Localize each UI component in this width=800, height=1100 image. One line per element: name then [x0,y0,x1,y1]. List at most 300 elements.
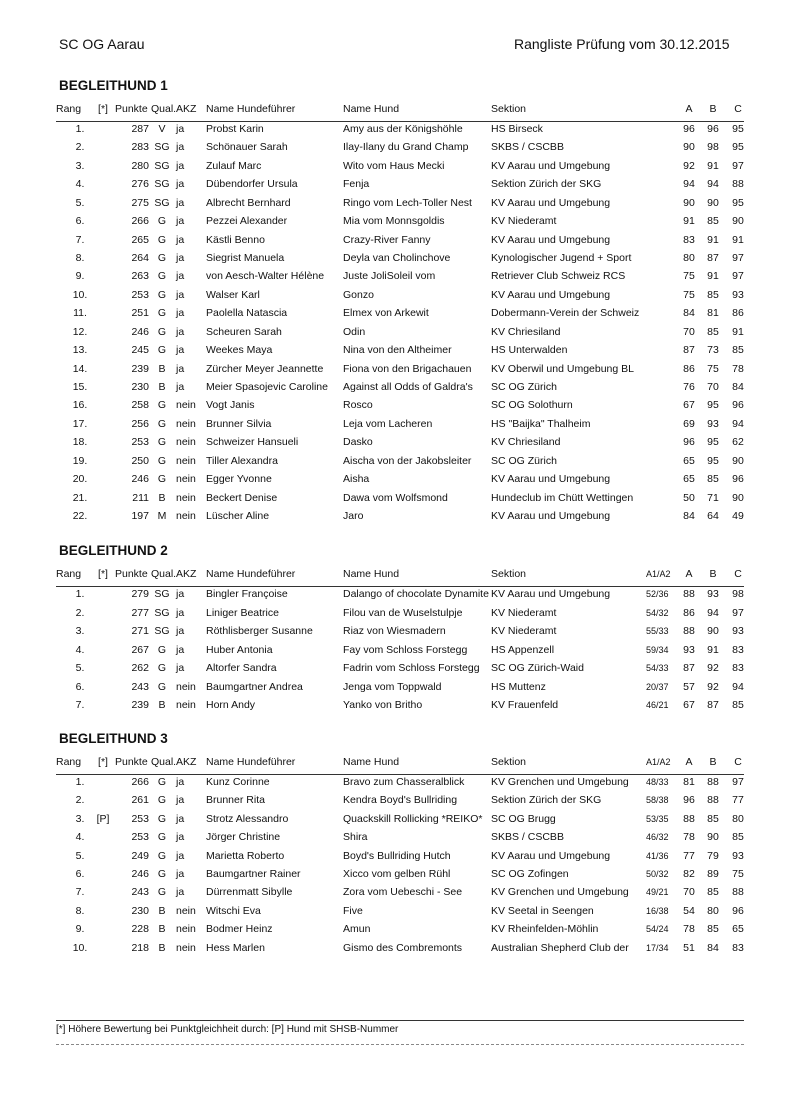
sektion-cell: KV Niederamt [491,215,557,228]
score-a-cell: 67 [683,699,695,711]
table-row [0,681,800,699]
table-row [0,644,800,662]
qual-cell: SG [154,141,170,154]
dog-name-cell: Fiona von den Brigachauen [343,362,472,375]
table-header [56,756,744,775]
score-a-cell: 87 [683,662,695,674]
a1a2-cell: 55/33 [646,626,669,636]
a1a2-cell: 49/21 [646,887,669,898]
punkte-cell: 280 [131,159,149,172]
score-b-cell: 92 [707,680,719,693]
dog-name-cell: Kendra Boyd's Bullriding [343,794,458,807]
punkte-cell: 267 [131,643,149,656]
akz-cell: ja [176,307,185,320]
column-header-a: A [685,103,693,115]
sektion-cell: Sektion Zürich der SKG [491,178,602,191]
dog-name-cell: Fay vom Schloss Forstegg [343,643,468,656]
score-b-cell: 93 [707,417,719,430]
a1a2-cell: 46/32 [646,832,669,843]
qual-cell: B [158,699,166,711]
score-b-cell: 89 [707,868,719,880]
column-header-sektion: Sektion [491,103,527,115]
rang-cell: 6. [75,680,85,693]
a1a2-cell: 59/34 [646,644,669,655]
handler-name-cell: Dürrenmatt Sibylle [206,886,293,899]
punkte-cell: 251 [131,307,149,320]
qual-cell: G [157,270,167,283]
score-b-cell: 85 [707,288,719,301]
handler-name-cell: Bodmer Heinz [206,923,273,936]
score-c-cell: 84 [732,381,744,394]
table-row [0,307,800,325]
table-row [0,776,800,794]
score-c-cell: 97 [732,252,744,264]
table-row [0,160,800,178]
rang-cell: 8. [75,252,85,264]
handler-name-cell: Baumgartner Andrea [206,680,303,693]
rang-cell: 16. [72,399,88,412]
score-a-cell: 65 [683,454,695,467]
dog-name-cell: Yanko von Britho [343,699,423,711]
qual-cell: G [157,325,167,338]
qual-cell: G [157,812,167,825]
handler-name-cell: Röthlisberger Susanne [206,625,313,637]
score-c-cell: 75 [732,868,744,880]
rang-cell: 21. [72,491,88,504]
score-a-cell: 76 [683,381,695,394]
qual-cell: G [157,794,167,807]
handler-name-cell: Zulauf Marc [206,159,262,172]
dog-name-cell: Filou van de Wuselstulpje [343,606,463,619]
score-b-cell: 87 [707,252,719,264]
column-header-hund: Name Hund [343,756,400,768]
punkte-cell: 287 [131,123,149,135]
akz-cell: ja [176,252,185,264]
score-c-cell: 65 [732,923,744,936]
akz-cell: ja [176,849,185,862]
table-row [0,699,800,717]
qual-cell: G [157,849,167,862]
star-cell: [P] [96,812,110,825]
score-a-cell: 92 [683,159,695,172]
akz-cell: ja [176,233,185,246]
score-a-cell: 93 [683,643,695,656]
punkte-cell: 245 [131,344,149,357]
score-b-cell: 85 [707,215,719,228]
score-c-cell: 97 [732,606,744,619]
punkte-cell: 263 [131,270,149,283]
score-b-cell: 87 [707,699,719,711]
table-row [0,510,800,528]
column-header-b: B [709,103,717,115]
punkte-cell: 239 [131,699,149,711]
table-row [0,418,800,436]
qual-cell: B [158,941,166,954]
rang-cell: 13. [72,344,88,357]
sektion-cell: HS Muttenz [491,680,546,693]
score-a-cell: 96 [683,794,695,807]
qual-cell: B [158,491,166,504]
table-row [0,831,800,849]
score-c-cell: 95 [732,123,744,135]
punkte-cell: 246 [131,325,149,338]
dog-name-cell: Aisha [343,473,370,486]
table-row [0,289,800,307]
a1a2-cell: 52/36 [646,589,669,599]
score-a-cell: 67 [683,399,695,412]
score-c-cell: 83 [732,643,744,656]
rang-cell: 10. [72,941,88,954]
rang-cell: 8. [75,904,85,917]
handler-name-cell: Altorfer Sandra [206,662,277,674]
punkte-cell: 197 [131,510,149,523]
handler-name-cell: Strotz Alessandro [206,812,289,825]
score-c-cell: 62 [732,436,744,449]
akz-cell: nein [176,904,196,917]
dog-name-cell: Gonzo [343,288,374,301]
handler-name-cell: Bingler Françoise [206,588,288,600]
score-b-cell: 91 [707,159,719,172]
score-a-cell: 83 [683,233,695,246]
column-header-rang: Rang [56,568,82,580]
qual-cell: G [157,643,167,656]
column-header-name: Name Hundeführer [206,568,296,580]
sektion-cell: Kynologischer Jugend + Sport [491,252,632,264]
qual-cell: G [157,868,167,880]
rang-cell: 3. [75,159,85,172]
punkte-cell: 243 [131,886,149,899]
rang-cell: 4. [75,178,85,191]
score-b-cell: 88 [707,794,719,807]
a1a2-cell: 17/34 [646,942,669,953]
rang-cell: 10. [72,288,88,301]
sektion-cell: KV Aarau und Umgebung [491,588,611,600]
handler-name-cell: Schönauer Sarah [206,141,288,154]
rang-cell: 19. [72,454,88,467]
table-header [56,103,744,122]
dog-name-cell: Shira [343,831,368,844]
akz-cell: nein [176,491,196,504]
rang-cell: 7. [75,233,85,246]
score-c-cell: 77 [732,794,744,807]
qual-cell: G [157,776,167,788]
sektion-cell: Hundeclub im Chütt Wettingen [491,491,634,504]
punkte-cell: 283 [131,141,149,154]
column-header-akz: AKZ [176,568,197,580]
rang-cell: 7. [75,699,85,711]
rang-cell: 6. [75,215,85,228]
handler-name-cell: Egger Yvonne [206,473,272,486]
score-a-cell: 88 [683,625,695,637]
column-header-c: C [734,103,742,115]
akz-cell: nein [176,941,196,954]
table-row [0,326,800,344]
score-b-cell: 70 [707,381,719,394]
column-header-name: Name Hundeführer [206,103,296,115]
score-a-cell: 81 [683,776,695,788]
akz-cell: nein [176,454,196,467]
table-row [0,588,800,606]
column-header-a: A [685,756,693,768]
qual-cell: G [157,473,167,486]
table-row [0,607,800,625]
rang-cell: 17. [72,417,88,430]
table-row [0,215,800,233]
handler-name-cell: Hess Marlen [206,941,265,954]
column-header-rang: Rang [56,103,82,115]
qual-cell: SG [154,588,170,600]
akz-cell: ja [176,606,185,619]
dog-name-cell: Wito vom Haus Mecki [343,159,445,172]
sektion-cell: SC OG Brugg [491,812,556,825]
dog-name-cell: Fenja [343,178,370,191]
handler-name-cell: Lüscher Aline [206,510,270,523]
score-c-cell: 95 [732,196,744,209]
score-a-cell: 80 [683,252,695,264]
rang-cell: 2. [75,794,85,807]
score-a-cell: 84 [683,510,695,523]
table-row [0,662,800,680]
score-a-cell: 75 [683,270,695,283]
score-c-cell: 94 [732,680,744,693]
qual-cell: SG [154,196,170,209]
score-c-cell: 97 [732,776,744,788]
rang-cell: 12. [72,325,88,338]
score-b-cell: 90 [707,625,719,637]
sektion-cell: SC OG Zürich-Waid [491,662,584,674]
handler-name-cell: Huber Antonia [206,643,273,656]
qual-cell: G [157,307,167,320]
rang-cell: 2. [75,141,85,154]
table-row [0,923,800,941]
score-a-cell: 88 [683,588,695,600]
handler-name-cell: Tiller Alexandra [206,454,278,467]
punkte-cell: 258 [131,399,149,412]
handler-name-cell: Walser Karl [206,288,260,301]
rang-cell: 5. [75,662,85,674]
score-c-cell: 83 [732,941,744,954]
akz-cell: ja [176,288,185,301]
rang-cell: 7. [75,886,85,899]
table-row [0,399,800,417]
score-a-cell: 51 [683,941,695,954]
a1a2-cell: 16/38 [646,905,669,916]
table-row [0,344,800,362]
akz-cell: nein [176,399,196,412]
score-c-cell: 97 [732,270,744,283]
score-b-cell: 91 [707,643,719,656]
scan-artifact-line [56,1044,744,1045]
column-header-qual: Qual. [151,103,177,115]
score-c-cell: 91 [732,325,744,338]
qual-cell: G [157,662,167,674]
score-c-cell: 97 [732,159,744,172]
rang-cell: 9. [75,270,85,283]
akz-cell: ja [176,625,185,637]
akz-cell: ja [176,794,185,807]
punkte-cell: 211 [132,491,149,504]
table-row [0,492,800,510]
qual-cell: G [157,233,167,246]
punkte-cell: 230 [131,904,149,917]
column-header-qual: Qual. [151,756,177,768]
score-c-cell: 90 [732,454,744,467]
table-row [0,886,800,904]
score-b-cell: 95 [707,454,719,467]
akz-cell: ja [176,886,185,899]
sektion-cell: SKBS / CSCBB [491,141,564,154]
akz-cell: ja [176,141,185,154]
a1a2-cell: 50/32 [646,869,669,879]
score-b-cell: 95 [707,436,719,449]
score-b-cell: 96 [707,123,719,135]
score-a-cell: 96 [683,123,695,135]
score-b-cell: 91 [707,270,719,283]
handler-name-cell: Scheuren Sarah [206,325,282,338]
score-c-cell: 90 [732,491,744,504]
akz-cell: ja [176,325,185,338]
sektion-cell: KV Grenchen und Umgebung [491,776,629,788]
score-b-cell: 88 [707,776,719,788]
akz-cell: nein [176,680,196,693]
table-row [0,868,800,886]
sektion-cell: Sektion Zürich der SKG [491,794,602,807]
a1a2-cell: 54/24 [646,924,669,935]
column-header-b: B [709,568,717,580]
score-b-cell: 85 [707,886,719,899]
dog-name-cell: Riaz von Wiesmadern [343,625,446,637]
rang-cell: 15. [72,381,88,394]
a1a2-cell: 41/36 [646,850,669,861]
score-a-cell: 82 [683,868,695,880]
table-row [0,942,800,960]
handler-name-cell: Meier Spasojevic Caroline [206,381,328,394]
dog-name-cell: Dawa vom Wolfsmond [343,491,448,504]
handler-name-cell: Weekes Maya [206,344,273,357]
score-c-cell: 94 [732,417,744,430]
rang-cell: 2. [75,606,85,619]
sektion-cell: HS Unterwalden [491,344,568,357]
punkte-cell: 249 [131,849,149,862]
score-c-cell: 78 [732,362,744,375]
column-header-sektion: Sektion [491,756,527,768]
akz-cell: ja [176,662,185,674]
sektion-cell: SC OG Zofingen [491,868,569,880]
akz-cell: ja [176,344,185,357]
a1a2-cell: 54/32 [646,607,669,618]
score-c-cell: 85 [732,831,744,844]
score-b-cell: 71 [707,491,719,504]
sektion-cell: Dobermann-Verein der Schweiz [491,307,640,320]
handler-name-cell: Dübendorfer Ursula [206,178,298,191]
handler-name-cell: Witschi Eva [206,904,261,917]
qual-cell: SG [154,178,170,191]
akz-cell: ja [176,178,185,191]
table-header [56,568,744,587]
score-a-cell: 70 [683,886,695,899]
punkte-cell: 250 [131,454,149,467]
score-c-cell: 96 [732,473,744,486]
dog-name-cell: Juste JoliSoleil vom [343,270,436,283]
qual-cell: SG [154,625,170,637]
punkte-cell: 264 [131,252,149,264]
akz-cell: nein [176,699,196,711]
qual-cell: V [158,123,166,135]
score-b-cell: 64 [707,510,719,523]
column-header-a: A [685,568,693,580]
akz-cell: ja [176,123,185,135]
handler-name-cell: Brunner Rita [206,794,265,807]
akz-cell: nein [176,417,196,430]
punkte-cell: 253 [131,436,149,449]
handler-name-cell: Probst Karin [206,123,264,135]
punkte-cell: 228 [131,923,149,936]
a1a2-cell: 48/33 [646,777,669,787]
footer-divider [56,1020,744,1021]
score-c-cell: 95 [732,141,744,154]
sektion-cell: HS Birseck [491,123,543,135]
handler-name-cell: Horn Andy [206,699,256,711]
score-a-cell: 94 [683,178,695,191]
column-header-a1a2: A1/A2 [646,757,671,767]
rang-cell: 20. [72,473,88,486]
score-c-cell: 91 [732,233,744,246]
column-header-c: C [734,756,742,768]
column-header-star: [*] [98,756,108,768]
score-c-cell: 98 [732,588,744,600]
punkte-cell: 246 [131,868,149,880]
qual-cell: G [157,399,167,412]
qual-cell: G [157,454,167,467]
score-b-cell: 79 [707,849,719,862]
punkte-cell: 275 [131,196,149,209]
column-header-rang: Rang [56,756,82,768]
qual-cell: SG [154,159,170,172]
sektion-cell: KV Aarau und Umgebung [491,233,611,246]
dog-name-cell: Odin [343,325,366,338]
table-row [0,381,800,399]
score-a-cell: 78 [683,831,695,844]
score-a-cell: 77 [683,849,695,862]
sektion-cell: KV Seetal in Seengen [491,904,594,917]
qual-cell: G [157,417,167,430]
rang-cell: 5. [75,849,85,862]
column-header-star: [*] [98,568,108,580]
punkte-cell: 218 [131,941,149,954]
rang-cell: 3. [75,625,85,637]
score-a-cell: 86 [683,606,695,619]
column-header-akz: AKZ [176,103,197,115]
column-header-akz: AKZ [176,756,197,768]
dog-name-cell: Fadrin vom Schloss Forstegg [343,662,480,674]
rang-cell: 18. [72,436,88,449]
score-b-cell: 84 [707,941,719,954]
score-a-cell: 91 [683,215,695,228]
akz-cell: ja [176,643,185,656]
score-b-cell: 85 [707,923,719,936]
handler-name-cell: Beckert Denise [206,491,278,504]
dog-name-cell: Nina von den Altheimer [343,344,452,357]
score-b-cell: 85 [707,325,719,338]
dog-name-cell: Ringo vom Lech-Toller Nest [343,196,472,209]
score-b-cell: 91 [707,233,719,246]
handler-name-cell: Marietta Roberto [206,849,285,862]
score-a-cell: 78 [683,923,695,936]
score-a-cell: 90 [683,141,695,154]
rang-cell: 6. [75,868,85,880]
column-header-star: [*] [98,103,108,115]
handler-name-cell: Brunner Silvia [206,417,272,430]
